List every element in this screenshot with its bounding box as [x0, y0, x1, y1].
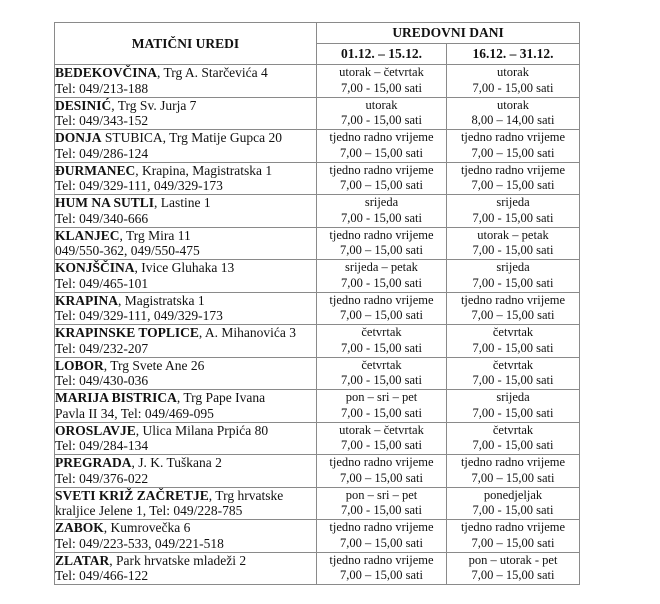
office-name-line [55, 130, 316, 146]
period-1-hours: 7,00 - 15,00 sati [341, 503, 422, 518]
table-row [55, 422, 580, 455]
office-name: LOBOR [55, 357, 104, 373]
office-name: BEDEKOVČINA [55, 65, 158, 81]
office-cell [55, 292, 317, 325]
period-1-days: pon – sri – pet [345, 390, 418, 405]
period-2-hours: 7,00 - 15,00 sati [472, 438, 554, 453]
period-1-hours: 7,00 - 15,00 sati [341, 210, 422, 225]
office-address: , Kumrovečka 6 [103, 520, 191, 536]
period-1-days: pon – sri – pet [345, 487, 418, 502]
period-1-cell [317, 422, 447, 455]
office-address: , Ulica Milana Prpića 80 [135, 422, 269, 438]
office-days-header: UREDOVNI DANI [317, 23, 580, 44]
period-2-cell [447, 195, 580, 228]
period-2-days: tjedno radno vrijeme [460, 162, 566, 177]
period-1-cell [317, 520, 447, 553]
period-2-hours: 7,00 - 15,00 sati [472, 340, 554, 355]
period-1-cell [317, 97, 447, 130]
period-2-hours: 7,00 - 15,00 sati [472, 373, 554, 388]
period-2-hours: 7,00 – 15,00 sati [471, 178, 555, 193]
office-contact: Tel: 049/466-122 [55, 568, 149, 584]
office-contact: Tel: 049/284-134 [55, 438, 149, 454]
period-2-days: ponedjeljak [483, 487, 543, 502]
office-cell [55, 325, 317, 358]
period-2-cell [447, 455, 580, 488]
period-2-cell [447, 487, 580, 520]
period-2-days: utorak [497, 97, 529, 112]
office-contact: Tel: 049/213-188 [55, 80, 149, 96]
office-name-line [55, 195, 316, 211]
period-1-cell [317, 130, 447, 163]
period-1-hours: 7,00 – 15,00 sati [340, 308, 423, 323]
office-address: , Krapina, Magistratska 1 [135, 162, 273, 178]
office-cell [55, 487, 317, 520]
period-1-hours: 7,00 - 15,00 sati [341, 405, 422, 420]
period-2-cell [447, 227, 580, 260]
office-cell [55, 97, 317, 130]
office-name: KRAPINA [55, 292, 118, 308]
period-2-days: tjedno radno vrijeme [460, 455, 566, 470]
table-row [55, 520, 580, 553]
offices-header: MATIČNI UREDI [55, 23, 317, 65]
office-address: , Trg Mira 11 [119, 227, 191, 243]
period-2-hours: 7,00 - 15,00 sati [472, 210, 554, 225]
period-1-hours: 7,00 – 15,00 sati [340, 243, 423, 258]
table-row [55, 130, 580, 163]
office-name-line [55, 98, 316, 114]
office-name-line [55, 293, 316, 309]
office-name-line [55, 455, 316, 471]
office-contact: Tel: 049/376-022 [55, 470, 149, 486]
period-2-cell [447, 162, 580, 195]
period-2-days: četvrtak [492, 325, 534, 340]
table-row [55, 325, 580, 358]
table-row [55, 487, 580, 520]
period-1-cell [317, 357, 447, 390]
period-2-days: utorak – petak [477, 227, 549, 242]
period-1-cell [317, 195, 447, 228]
office-name-line [55, 423, 316, 439]
period-1-days: tjedno radno vrijeme [329, 130, 434, 145]
office-hours-table [54, 22, 580, 585]
table-row [55, 65, 580, 98]
period-1-hours: 7,00 – 15,00 sati [340, 535, 423, 550]
period-2-cell [447, 552, 580, 585]
period-2-cell [447, 292, 580, 325]
period-1-cell [317, 455, 447, 488]
period-1-hours: 7,00 - 15,00 sati [341, 275, 422, 290]
table-row [55, 357, 580, 390]
office-name-line [55, 553, 316, 569]
office-address: , Magistratska 1 [118, 292, 205, 308]
period-1-days: tjedno radno vrijeme [329, 292, 434, 307]
period-1-cell [317, 162, 447, 195]
table-row [55, 292, 580, 325]
period-1-hours: 7,00 – 15,00 sati [340, 145, 423, 160]
office-contact: kraljice Jelene 1, Tel: 049/228-785 [55, 503, 243, 519]
office-address: , Trg A. Starčevića 4 [157, 65, 268, 81]
period-1-header: 01.12. – 15.12. [317, 44, 447, 65]
period-1-days: utorak – četvrtak [339, 422, 424, 437]
office-name: ZABOK [55, 520, 104, 536]
period-1-hours: 7,00 - 15,00 sati [341, 113, 422, 128]
period-1-days: utorak – četvrtak [339, 65, 424, 80]
office-cell [55, 455, 317, 488]
period-2-hours: 7,00 - 15,00 sati [472, 243, 554, 258]
period-1-days: četvrtak [361, 325, 402, 340]
office-cell [55, 65, 317, 98]
period-2-cell [447, 260, 580, 293]
period-2-hours: 7,00 – 15,00 sati [471, 308, 555, 323]
office-name-line [55, 65, 316, 81]
table-row [55, 552, 580, 585]
period-2-cell [447, 357, 580, 390]
office-address: , Ivice Gluhaka 13 [134, 260, 235, 276]
office-name-line [55, 358, 316, 374]
office-name-line [55, 390, 316, 406]
period-1-days: tjedno radno vrijeme [329, 552, 434, 567]
office-contact: Tel: 049/465-101 [55, 275, 149, 291]
period-2-days: četvrtak [492, 422, 534, 437]
office-name-line [55, 520, 316, 536]
period-2-days: srijeda [496, 390, 530, 405]
period-1-days: utorak [365, 97, 398, 112]
office-name-line [55, 260, 316, 276]
period-2-hours: 7,00 – 15,00 sati [471, 568, 555, 583]
period-2-header: 16.12. – 31.12. [447, 44, 580, 65]
period-1-cell [317, 487, 447, 520]
office-contact: Tel: 049/223-533, 049/221-518 [55, 535, 224, 551]
office-address: , A. Mihanovića 3 [198, 325, 297, 341]
period-2-hours: 7,00 – 15,00 sati [471, 145, 555, 160]
period-1-cell [317, 292, 447, 325]
period-1-days: tjedno radno vrijeme [329, 455, 434, 470]
period-2-cell [447, 97, 580, 130]
period-2-cell [447, 422, 580, 455]
office-name: PREGRADA [55, 455, 132, 471]
office-cell [55, 390, 317, 423]
table-row [55, 97, 580, 130]
office-name: KONJŠČINA [55, 260, 135, 276]
office-contact: Tel: 049/286-124 [55, 145, 149, 161]
office-address: , Lastine 1 [154, 195, 211, 211]
office-contact: Tel: 049/340-666 [55, 210, 149, 226]
period-1-hours: 7,00 - 15,00 sati [341, 340, 422, 355]
period-1-hours: 7,00 - 15,00 sati [341, 80, 422, 95]
office-name: DESINIĆ [55, 97, 112, 113]
office-contact: 049/550-362, 049/550-475 [55, 243, 200, 259]
period-1-days: tjedno radno vrijeme [329, 162, 434, 177]
office-contact: Tel: 049/329-111, 049/329-173 [55, 308, 223, 324]
office-name-line [55, 488, 316, 504]
header-row-1 [55, 23, 580, 44]
table-row [55, 227, 580, 260]
period-1-cell [317, 325, 447, 358]
office-address: , J. K. Tuškana 2 [131, 455, 222, 471]
office-name-line [55, 228, 316, 244]
period-2-cell [447, 520, 580, 553]
period-2-cell [447, 325, 580, 358]
period-2-days: utorak [497, 65, 529, 80]
office-contact: Tel: 049/343-152 [55, 113, 149, 129]
office-address: , Trg Sv. Jurja 7 [111, 97, 197, 113]
office-address: , Trg Svete Ane 26 [103, 357, 205, 373]
period-1-days: tjedno radno vrijeme [329, 520, 434, 535]
period-1-cell [317, 65, 447, 98]
office-name-line [55, 325, 316, 341]
office-cell [55, 260, 317, 293]
period-2-hours: 7,00 – 15,00 sati [471, 470, 555, 485]
office-name: KRAPINSKE TOPLICE [55, 325, 199, 341]
office-name: MARIJA BISTRICA [55, 390, 177, 406]
table-row [55, 162, 580, 195]
period-2-days: srijeda [496, 260, 530, 275]
office-cell [55, 227, 317, 260]
office-name: ĐURMANEC [55, 162, 136, 178]
office-cell [55, 520, 317, 553]
period-2-cell [447, 65, 580, 98]
period-1-days: srijeda [364, 195, 399, 210]
office-cell [55, 357, 317, 390]
office-contact: Tel: 049/329-111, 049/329-173 [55, 178, 223, 194]
table-body [55, 65, 580, 585]
period-2-hours: 7,00 – 15,00 sati [471, 535, 555, 550]
period-1-days: četvrtak [361, 357, 402, 372]
office-name: SVETI KRIŽ ZAČRETJE [55, 487, 209, 503]
office-address: , Trg Pape Ivana [176, 390, 266, 406]
period-1-hours: 7,00 - 15,00 sati [341, 438, 422, 453]
period-2-hours: 7,00 - 15,00 sati [472, 275, 554, 290]
table-row [55, 195, 580, 228]
office-address: , Park hrvatske mladeži 2 [109, 552, 247, 568]
period-1-days: srijeda – petak [345, 260, 418, 275]
period-1-hours: 7,00 – 15,00 sati [340, 568, 423, 583]
period-2-days: tjedno radno vrijeme [460, 292, 566, 307]
office-cell [55, 195, 317, 228]
period-1-days: tjedno radno vrijeme [329, 227, 434, 242]
office-name: HUM NA SUTLI [55, 195, 155, 211]
office-name: DONJA [55, 130, 102, 146]
period-1-cell [317, 390, 447, 423]
period-2-hours: 7,00 - 15,00 sati [472, 405, 554, 420]
office-name-line [55, 163, 316, 179]
period-2-cell [447, 130, 580, 163]
period-2-days: pon – utorak - pet [468, 552, 558, 567]
office-address: , Trg hrvatske [208, 487, 284, 503]
office-contact: Tel: 049/232-207 [55, 340, 149, 356]
table-row [55, 260, 580, 293]
period-2-hours: 7,00 - 15,00 sati [472, 80, 554, 95]
period-1-cell [317, 552, 447, 585]
period-2-hours: 7,00 - 15,00 sati [472, 503, 554, 518]
office-cell [55, 552, 317, 585]
period-2-days: četvrtak [492, 357, 534, 372]
period-2-days: tjedno radno vrijeme [460, 130, 566, 145]
office-cell [55, 422, 317, 455]
period-2-days: srijeda [496, 195, 530, 210]
office-contact: Pavla II 34, Tel: 049/469-095 [55, 405, 214, 421]
period-2-cell [447, 390, 580, 423]
office-cell [55, 162, 317, 195]
office-name: ZLATAR [55, 552, 110, 568]
period-1-hours: 7,00 - 15,00 sati [341, 373, 422, 388]
period-1-hours: 7,00 – 15,00 sati [340, 178, 423, 193]
table-row [55, 390, 580, 423]
office-address: STUBICA, Trg Matije Gupca 20 [101, 130, 283, 146]
office-name: KLANJEC [55, 227, 120, 243]
office-name: OROSLAVJE [55, 422, 136, 438]
period-1-hours: 7,00 – 15,00 sati [340, 470, 423, 485]
office-contact: Tel: 049/430-036 [55, 373, 149, 389]
office-cell [55, 130, 317, 163]
period-2-hours: 8,00 – 14,00 sati [471, 113, 555, 128]
table-row [55, 455, 580, 488]
period-1-cell [317, 260, 447, 293]
period-1-cell [317, 227, 447, 260]
period-2-days: tjedno radno vrijeme [460, 520, 566, 535]
